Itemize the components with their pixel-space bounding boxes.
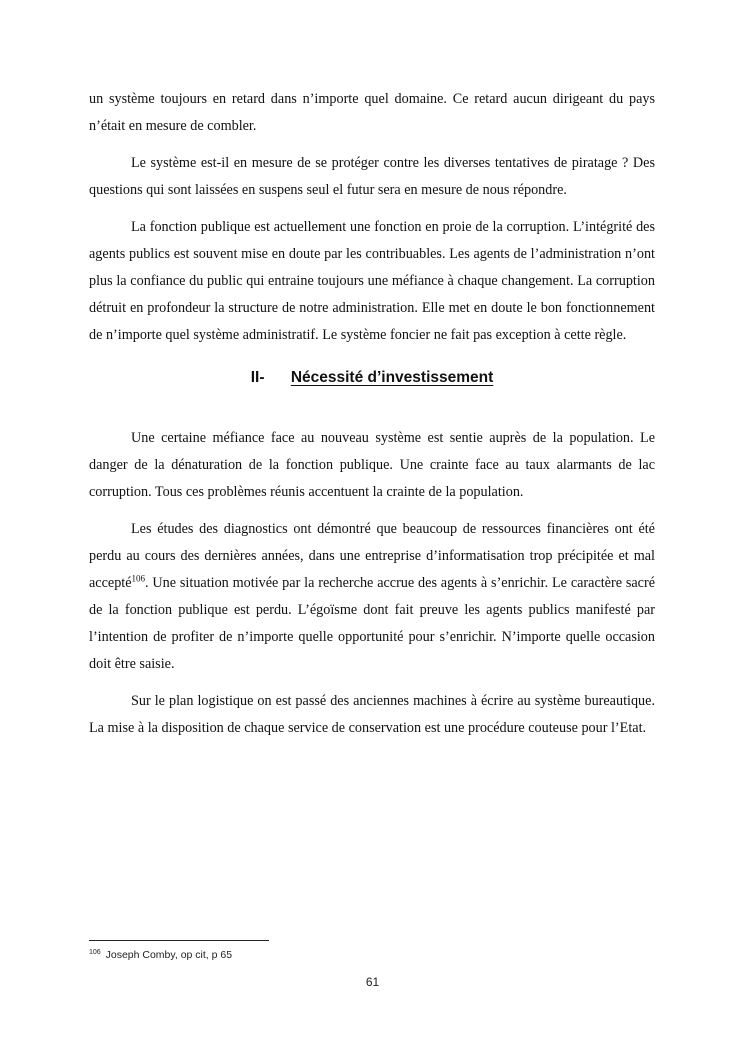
paragraph-piratage: Le système est-il en mesure de se protéger contre les diverses tentatives de piratage ? Des questions qui sont laissées en suspens seul el futur sera en mesure de nous répondre. xyxy=(89,155,655,198)
paragraph-continuation: un système toujours en retard dans n’importe quel domaine. Ce retard aucun dirigeant du pays n’était en mesure de combler. xyxy=(89,91,655,134)
footnote-number: 106 xyxy=(89,948,101,956)
body-text xyxy=(89,86,655,752)
section-title: Nécessité d’investissement xyxy=(290,369,494,386)
section-heading xyxy=(89,367,655,389)
paragraph-logistique: Sur le plan logistique on est passé des anciennes machines à écrire au système bureautique. La mise à la disposition de chaque service de conservation est une procédure couteuse pour l’Etat. xyxy=(89,693,655,736)
page-number: 61 xyxy=(365,975,380,989)
paragraph-diagnostics xyxy=(89,516,655,678)
paragraph-corruption: La fonction publique est actuellement une fonction en proie de la corruption. L’intégrité des agents publics est souvent mise en doute par les contribuables. Les agents de l’administration n’ont plus la confiance du public qui entraine toujours une méfiance à chaque changement. La corruption détruit en profondeur la structure de notre administration. Elle met en doute le bon fonctionnement de n’importe quel système administratif. Le système foncier ne fait pas exception à cette règle. xyxy=(89,219,655,343)
footnote xyxy=(89,949,232,961)
paragraph-mefiance: Une certaine méfiance face au nouveau système est sentie auprès de la population. Le danger de la dénaturation de la fonction publique. Une crainte face au taux alarmants de lac corruption. Tous ces problèmes réunis accentuent la crainte de la population. xyxy=(89,430,655,500)
paragraph-diagnostics-start: Les études des diagnostics ont démontré que beaucoup de ressources financières ont été perdu au cours des dernières années, dans une entreprise d’informatisation trop précipitée et mal accepté xyxy=(89,521,655,591)
footnote-reference: 106 xyxy=(131,573,146,584)
paragraph-diagnostics-end: . Une situation motivée par la recherche accrue des agents à s’enrichir. Le caractère sacré de la fonction publique est perdu. L’égoïsme dont fait preuve les agents publics manifesté par l’intention de profiter de n’importe quelle opportunité pour s’enrichir. N’importe quelle occasion doit être saisie. xyxy=(89,575,655,672)
section-number: II- xyxy=(250,369,265,386)
footnote-text: Joseph Comby, op cit, p 65 xyxy=(105,949,233,961)
footnote-separator xyxy=(89,940,269,941)
